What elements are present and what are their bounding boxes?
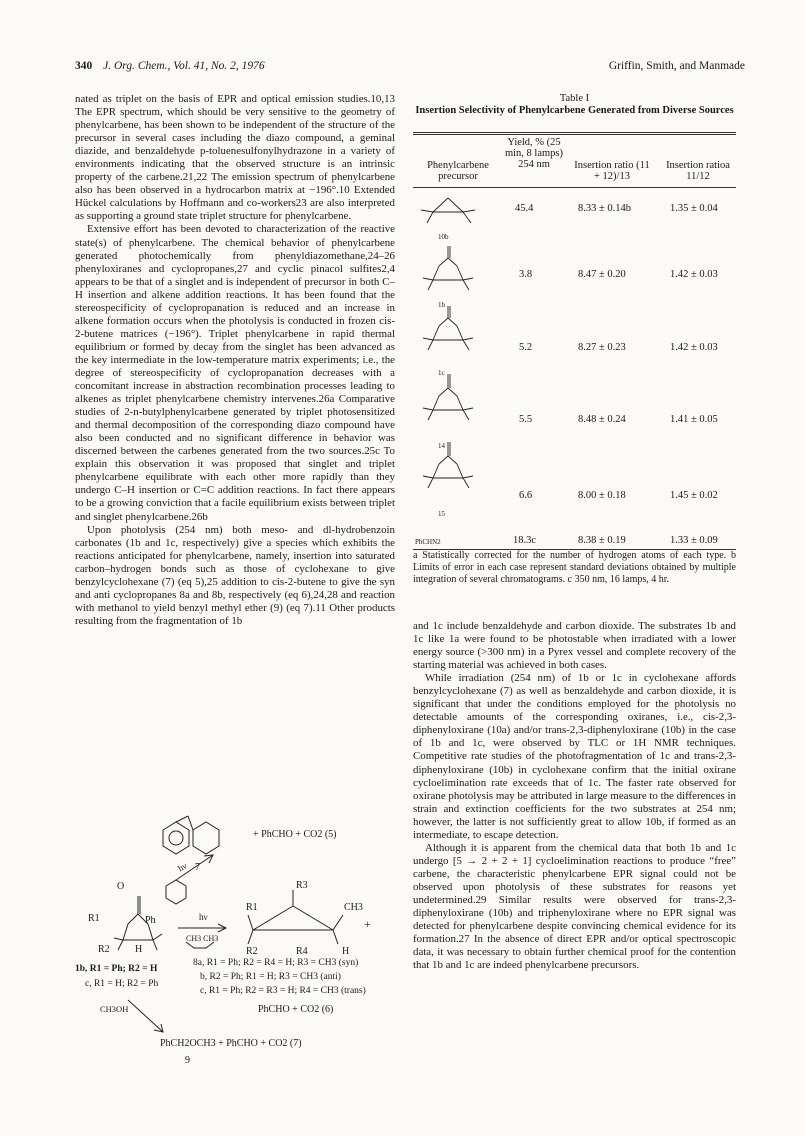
paragraph: Upon photolysis (254 nm) both meso- and dl-hydrobenzoin carbonates (1b and 1c, respectively) give a species which exhibits the reactions anticipated for phenylcarbene, namely, insertion into saturated carbon–hydrogen bonds such as those of cyclohexane to give benzylcyclohexane (7) (eq 5),25 addition to cis-2-butene to give the syn and anti cyclopropanes 8a and 8b, respectively (eq 6),24,28 and reaction with methanol to yield benzyl methyl ether (9) (eq 7).11 Other products resulting from the fragmentation of 1b bbox=[75, 523, 395, 627]
col-header-yield: Yield, % (25 min, 8 lamps) 254 nm bbox=[504, 137, 564, 170]
paragraph: Although it is apparent from the chemical data that both 1b and 1c undergo [5 → 2 + 2 + 1] cycloelimination reactions to produce “free” carbene, the characteristic phenylcarbene EPR signal could not be observed upon photolysis of these substrates for reasons yet undetermined.29 Similar results were observed for trans-2,3-diphenyloxirane (10b) and triphenyloxirane where no EPR signal was detected for phenylcarbene despite convincing chemical evidence for its formation.27 In the absence of direct EPR and/or optical spectroscopic data, it was necessary to obtain further chemical proof for the contention that 1b and 1c are indeed phenylcarbene precursors. bbox=[413, 841, 736, 972]
ratio-cell: 8.47 ± 0.20 bbox=[578, 269, 626, 280]
journal-citation: J. Org. Chem., Vol. 41, No. 2, 1976 bbox=[103, 60, 265, 72]
precursor-label: PhCHN2 bbox=[415, 538, 441, 546]
r2-label: R2 bbox=[98, 944, 110, 955]
ratio2-cell: 1.42 ± 0.03 bbox=[670, 342, 718, 353]
ratio-cell: 8.38 ± 0.19 bbox=[578, 535, 626, 546]
yield-cell: 5.5 bbox=[519, 414, 533, 425]
hv-label: hν bbox=[176, 860, 189, 874]
page-header-left bbox=[75, 60, 265, 72]
label-8b: b, R2 = Ph; R1 = H; R3 = CH3 (anti) bbox=[200, 972, 341, 982]
structure-15 bbox=[423, 442, 473, 488]
precursor-label: 1c bbox=[438, 369, 445, 377]
table-structures bbox=[413, 190, 513, 535]
col-header-precursor: Phenylcarbene precursor bbox=[427, 160, 489, 182]
ratio2-cell: 1.41 ± 0.05 bbox=[670, 414, 718, 425]
table-caption bbox=[413, 93, 736, 118]
eq6-products: PhCHO + CO2 (6) bbox=[258, 1004, 334, 1015]
cyclopropane-structure bbox=[248, 890, 343, 944]
plus-sign: + bbox=[364, 917, 371, 931]
yield-cell: 3.8 bbox=[519, 269, 533, 280]
paragraph: nated as triplet on the basis of EPR and optical emission studies.10,13 The EPR spectrum, which should be very sensitive to the geometry of phenylcarbene, has been shown to be independent of the structure of the precursor in several cases including the diazo compound, a geminal diazide, and benzaldehyde p-toluenesulfonylhydrazone in a variety of environments indicating that the observed structure is an intrinsic property of the carbene.21,22 The emission spectrum of phenylcarbene also has been observed in a hydrocarbon matrix at −196°.10 Extended Hückel calculations by Hoffmann and co-workers23 are also interpreted as supporting a ground state triplet structure for phenylcarbene. bbox=[75, 93, 395, 223]
precursor-label: 14 bbox=[438, 442, 445, 450]
cp-r4-label: R4 bbox=[296, 946, 308, 957]
compound-9-label: 9 bbox=[185, 1055, 190, 1066]
yield-cell: 18.3c bbox=[513, 535, 537, 546]
label-8c: c, R1 = Ph; R2 = R3 = H; R4 = CH3 (trans) bbox=[200, 986, 366, 996]
ratio2-cell: 1.33 ± 0.09 bbox=[670, 535, 718, 546]
cp-r2-label: R2 bbox=[246, 946, 258, 957]
eq5-products: + PhCHO + CO2 (5) bbox=[253, 829, 337, 840]
label-1c: c, R1 = H; R2 = Ph bbox=[85, 979, 159, 989]
table-label: Table I bbox=[559, 93, 590, 104]
ratio-cell: 8.00 ± 0.18 bbox=[578, 490, 626, 501]
paragraph: and 1c include benzaldehyde and carbon dioxide. The substrates 1b and 1c like 1a were found to be photostable when irradiated with a lower energy source (>300 nm) in a Pyrex vessel and complete recovery of the starting material was achieved in both cases. bbox=[413, 620, 736, 672]
yield-cell: 45.4 bbox=[515, 203, 534, 214]
author-header: Griffin, Smith, and Manmade bbox=[608, 60, 745, 72]
col-header-ratio: Insertion ratio (11 + 12)/13 bbox=[574, 160, 650, 182]
ratio-cell: 8.48 ± 0.24 bbox=[578, 414, 626, 425]
label-1b: 1b, R1 = Ph; R2 = H bbox=[75, 964, 158, 974]
hv-label-2: hν bbox=[199, 912, 208, 922]
compound-7-label: 7 bbox=[195, 862, 200, 873]
precursor-label: 10b bbox=[438, 233, 449, 241]
paragraph: Extensive effort has been devoted to characterization of the reactive state(s) of phenylcarbene. The chemical behavior of phenylcarbene generated photochemically from phenyldiazomethane,24–26 phenyloxiranes and cyclopropanes,27 and cyclic pinacol sulfites2,4 appears to be that of a singlet and is independent of precursor in both C–H insertion and alkene addition reactions. It has been found that the stereospecificity of cyclopropanation is reduced and an increase in alkene formation occurs when the photolysis is conducted in frozen cis-2-butene matrices (−196°). Triplet phenylcarbene in rapid thermal equilibrium or formed by decay from the singlet has been advanced as the key intermediate in the low-temperature matrix experiments; i.e., the degree of stereospecificity of cyclopropanation decreases with a concomitant increase in abstraction recombination processes leading to alkenes as triplet phenylcarbene chemistry intervenes.26a Comparative studies of 2-n-butylphenylcarbene generated by triplet photosensitized and thermal decomposition of the corresponding diazo compound have also been conducted and no significant difference in behavior was discerned between the carbenes generated from the two sources.25c To explain this observation it was proposed that singlet and triplet phenylcarbene equilibrate with each other more rapidly than they undergo C–H insertion or C=C addition reactions. In fact there appears to be a growing conviction that a facile equilibrium exists between triplet and singlet phenylcarbene.26b bbox=[75, 223, 395, 523]
structure-1c bbox=[423, 306, 473, 350]
methanol-label: CH3OH bbox=[100, 1004, 129, 1014]
page-number: 340 bbox=[75, 60, 93, 72]
h-label: H bbox=[135, 944, 143, 955]
cp-h-label: H bbox=[342, 946, 350, 957]
ratio2-cell: 1.35 ± 0.04 bbox=[670, 203, 718, 214]
label-8a: 8a, R1 = Ph; R2 = R4 = H; R3 = CH3 (syn) bbox=[193, 958, 359, 968]
table-title: Insertion Selectivity of Phenylcarbene Generated from Diverse Sources bbox=[415, 105, 734, 117]
table-rule-header bbox=[413, 187, 736, 188]
ratio2-cell: 1.42 ± 0.03 bbox=[670, 269, 718, 280]
ratio2-cell: 1.45 ± 0.02 bbox=[670, 490, 718, 501]
precursor-label: 15 bbox=[438, 510, 445, 518]
cp-r1-label: R1 bbox=[246, 902, 258, 913]
right-column bbox=[413, 620, 736, 972]
precursor-label: 1b bbox=[438, 301, 445, 309]
col-header-ratio2: Insertion ratioa 11/12 bbox=[666, 160, 730, 182]
benzylcyclohexane-structure bbox=[163, 816, 219, 854]
r1-label: R1 bbox=[88, 913, 100, 924]
table-rule-top2 bbox=[413, 134, 736, 135]
structure-1b bbox=[423, 246, 473, 290]
yield-cell: 5.2 bbox=[519, 342, 533, 353]
r3-label: R3 bbox=[296, 880, 308, 891]
carbonyl-o: O bbox=[117, 881, 125, 892]
left-column bbox=[75, 93, 395, 628]
eq7-products: PhCH2OCH3 + PhCHO + CO2 (7) bbox=[160, 1038, 302, 1049]
ratio-cell: 8.33 ± 0.14b bbox=[578, 203, 632, 214]
yield-cell: 6.6 bbox=[519, 490, 533, 501]
paragraph: While irradiation (254 nm) of 1b or 1c in cyclohexane affords benzylcyclohexane (7) as well as benzaldehyde and carbon dioxide, it is significant that under the conditions employed for the photolysis no detectable amounts of the corresponding oxiranes, i.e., cis-2,3-diphenyloxirane (10a) and/or trans-2,3-diphenyloxirane (10b) in the case of 1b and 1c, were observed by TLC or 1H NMR techniques. Competitive rate studies of the photofragmentation of 1c and trans-2,3-diphenyloxirane (10b) in cyclohexane confirm that the initial oxirane cycloelimination rate exceeds that of 1c. The faster rate observed for oxirane photolysis may be attributed in large measure to the differences in strain and extinction coefficients for the two substrates at 254 nm; however, the latter is not sufficiently great to allow 10b, if formed as an intermediate, to escape detection. bbox=[413, 672, 736, 841]
structure-10b bbox=[421, 198, 475, 223]
structure-14 bbox=[423, 374, 473, 420]
ph-label: Ph bbox=[145, 915, 156, 926]
table-rule-top bbox=[413, 132, 736, 133]
ratio-cell: 8.27 ± 0.23 bbox=[578, 342, 626, 353]
cp-ch3-label: CH3 bbox=[344, 902, 363, 913]
table-footnote: a Statistically corrected for the number of hydrogen atoms of each type. b Limits of error in each case represent standard deviations obtained by multiple integration of several chromatograms. c 350 nm, 16 lamps, 4 hr. bbox=[413, 550, 736, 585]
butene-label: CH3 CH3 bbox=[186, 934, 219, 943]
